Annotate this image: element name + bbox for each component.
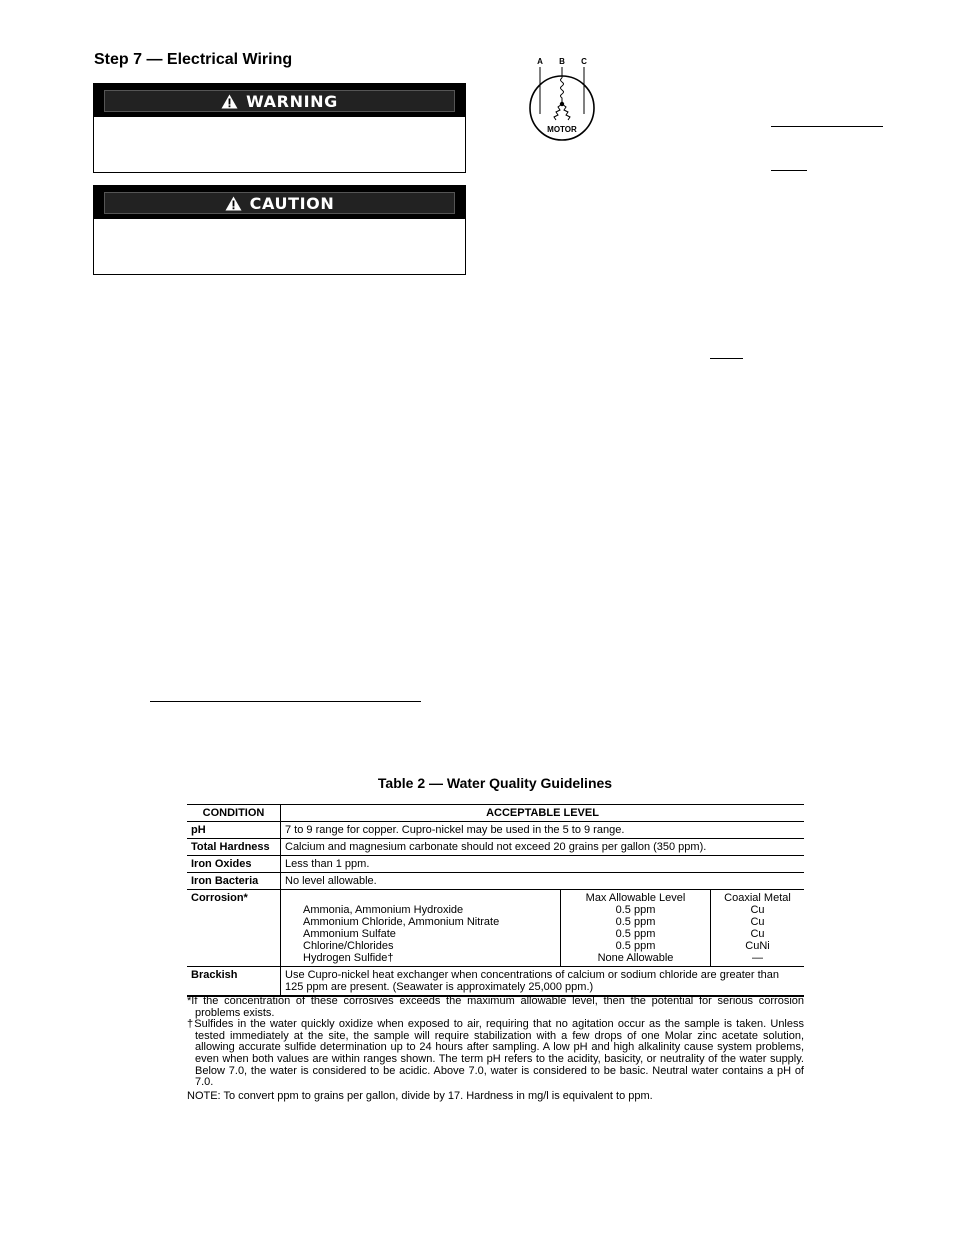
- rule-line: [771, 126, 883, 127]
- warning-bar: [104, 90, 455, 112]
- table-row: [187, 873, 804, 890]
- motor-label-a: A: [537, 57, 543, 66]
- caution-bar: [104, 192, 455, 214]
- row-level: No level allowable.: [281, 873, 805, 890]
- max-level-column: [560, 890, 710, 966]
- max-level-value: 0.5 ppm: [615, 928, 656, 940]
- row-level: Calcium and magnesium carbonate should not exceed 20 grains per gallon (350 ppm).: [281, 839, 805, 856]
- row-level: Less than 1 ppm.: [281, 856, 805, 873]
- max-level-value: 0.5 ppm: [615, 904, 656, 916]
- corrosive-name: Ammonium Sulfate: [303, 928, 396, 940]
- max-level-header: Max Allowable Level: [585, 892, 686, 904]
- rule-line: [150, 701, 421, 702]
- caution-label: CAUTION: [249, 193, 335, 213]
- table-row: [187, 890, 804, 967]
- coaxial-metal-value: Cu: [750, 928, 765, 940]
- row-condition: Brackish: [187, 967, 281, 997]
- warning-triangle-icon: [221, 94, 238, 109]
- row-condition: Iron Bacteria: [187, 873, 281, 890]
- coaxial-metal-value: —: [752, 952, 763, 964]
- conversion-note: NOTE: To convert ppm to grains per gallon, divide by 17. Hardness in mg/l is equivalent to ppm.: [187, 1089, 653, 1102]
- table-row: [187, 839, 804, 856]
- motor-label-c: C: [581, 57, 587, 66]
- caution-band: [94, 186, 465, 219]
- table-row: [187, 822, 804, 839]
- warning-band: [94, 84, 465, 117]
- max-level-value: None Allowable: [597, 952, 674, 964]
- row-condition: Iron Oxides: [187, 856, 281, 873]
- header-condition: CONDITION: [187, 805, 281, 822]
- corrosive-name: Ammonia, Ammonium Hydroxide: [303, 904, 464, 916]
- step-title: Step 7 — Electrical Wiring: [94, 51, 293, 68]
- row-condition: Total Hardness: [187, 839, 281, 856]
- corrosive-names: [281, 890, 560, 966]
- row-condition: pH: [187, 822, 281, 839]
- header-acceptable-level: ACCEPTABLE LEVEL: [281, 805, 805, 822]
- row-level: Use Cupro-nickel heat exchanger when concentrations of calcium or sodium chloride are greater than 125 ppm are present. (Seawater is approximately 25,000 ppm.): [281, 967, 805, 997]
- warning-triangle-icon: [225, 196, 242, 211]
- table-row: [187, 856, 804, 873]
- rule-line: [771, 170, 807, 171]
- table-footnotes: [187, 996, 804, 1102]
- table-title: Table 2 — Water Quality Guidelines: [377, 775, 613, 791]
- corrosion-grid: [281, 890, 804, 966]
- corrosive-name: Chlorine/Chlorides: [303, 940, 394, 952]
- max-level-value: 0.5 ppm: [615, 916, 656, 928]
- motor-diagram: [524, 54, 600, 144]
- corrosion-detail: [281, 890, 805, 967]
- water-quality-table: [187, 804, 804, 997]
- coaxial-metal-value: CuNi: [745, 940, 770, 952]
- max-level-value: 0.5 ppm: [615, 940, 656, 952]
- footnote-dagger: †Sulfides in the water quickly oxidize when exposed to air, requiring that no agitation occur as the sample is taken. Unless tested immediately at the site, the sample will require stabilization with a few drops of one Molar zinc acetate solution, allowing accurate sulfide determination up to 24 hours after sampling. A low pH and high alkalinity cause system problems, even when both values are within ranges shown. The term pH refers to the acidity, basicity, or neutrality of the water supply. Below 7.0, the water is considered to be acidic. Above 7.0, water is considered to be basic. Neutral water contains a pH of 7.0.: [187, 1018, 804, 1089]
- rule-line: [710, 358, 743, 359]
- warning-label: WARNING: [246, 91, 338, 111]
- table-header-row: [187, 805, 804, 822]
- warning-box: [93, 83, 466, 173]
- corrosive-name: Hydrogen Sulfide†: [303, 952, 394, 964]
- row-level: 7 to 9 range for copper. Cupro-nickel may be used in the 5 to 9 range.: [281, 822, 805, 839]
- row-condition: Corrosion*: [187, 890, 281, 967]
- motor-label-b: B: [559, 57, 565, 66]
- coaxial-metal-value: Cu: [750, 916, 765, 928]
- coaxial-metal-value: Cu: [750, 904, 765, 916]
- corrosive-name: Ammonium Chloride, Ammonium Nitrate: [303, 916, 500, 928]
- coaxial-metal-column: [710, 890, 804, 966]
- motor-label-motor: MOTOR: [547, 125, 577, 134]
- table-row: [187, 967, 804, 997]
- footnote-asterisk: *If the concentration of these corrosives exceeds the maximum allowable level, then the potential for serious corrosion problems exists.: [187, 995, 804, 1019]
- caution-box: [93, 185, 466, 275]
- coaxial-metal-header: Coaxial Metal: [724, 892, 791, 904]
